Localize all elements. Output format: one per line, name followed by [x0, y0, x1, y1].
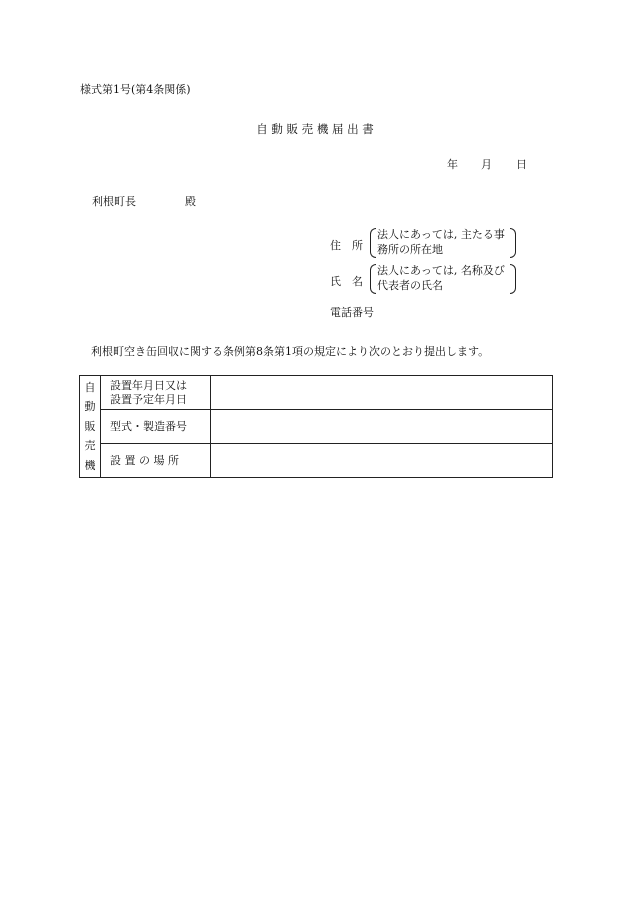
address-close-paren: [510, 228, 516, 258]
addressee-honorific: 殿: [185, 195, 196, 208]
document-title: 自 動 販 売 機 届 出 書: [256, 122, 374, 136]
form-number: 様式第1号(第4条関係): [80, 83, 191, 96]
vending-machine-table: [79, 375, 553, 478]
install-location-label: 設 置 の 場 所: [110, 453, 179, 467]
install-date-value-cell[interactable]: [211, 376, 553, 410]
addressee-name: 利根町長: [92, 195, 136, 208]
name-label: 氏 名: [330, 275, 363, 288]
address-open-paren: [370, 228, 376, 258]
date-year-label: 年: [447, 158, 458, 171]
vertical-header-cell: [80, 376, 101, 478]
vertical-header-char: 自: [84, 380, 96, 394]
install-date-label-line2: 設置予定年月日: [110, 392, 187, 406]
name-close-paren: [510, 264, 516, 294]
name-note-line1: 法人にあっては, 名称及び: [377, 264, 505, 277]
date-month-label: 月: [481, 158, 492, 171]
vertical-header-char: 売: [84, 439, 96, 453]
table-row: [80, 444, 553, 478]
table-row: [80, 376, 553, 410]
install-date-label-cell: [101, 376, 211, 410]
model-serial-label-cell: [101, 410, 211, 444]
model-serial-value-cell[interactable]: [211, 410, 553, 444]
table-row: [80, 410, 553, 444]
install-location-label-cell: [101, 444, 211, 478]
vertical-header-char: 機: [84, 458, 96, 472]
date-day-label: 日: [516, 158, 527, 171]
name-open-paren: [370, 264, 376, 294]
vertical-header-char: 動: [84, 400, 96, 414]
address-label: 住 所: [330, 239, 363, 252]
vertical-header-char: 販: [84, 419, 96, 433]
phone-label: 電話番号: [330, 306, 374, 319]
address-note-line1: 法人にあっては, 主たる事: [377, 228, 505, 241]
install-date-label-line1: 設置年月日又は: [110, 378, 187, 392]
address-note-line2: 務所の所在地: [377, 243, 443, 256]
name-note-line2: 代表者の氏名: [377, 279, 443, 292]
install-location-value-cell[interactable]: [211, 444, 553, 478]
model-serial-label: 型式・製造番号: [110, 419, 187, 433]
statement-text: 利根町空き缶回収に関する条例第8条第1項の規定により次のとおり提出します。: [91, 345, 490, 358]
